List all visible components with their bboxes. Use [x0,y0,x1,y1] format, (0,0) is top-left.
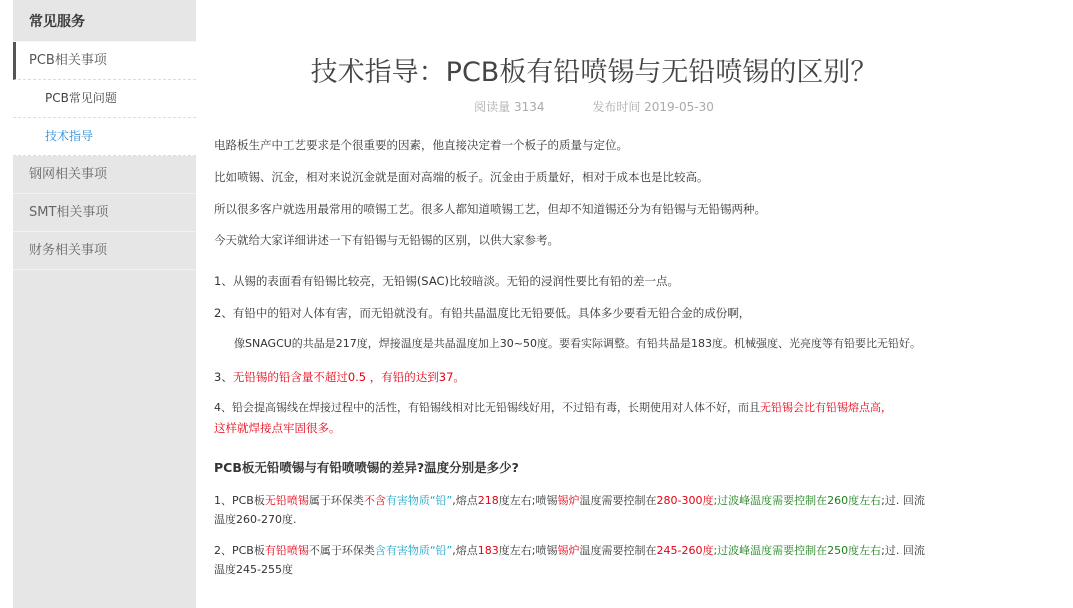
article [214,0,974,576]
spec-text: 属于环保类 [308,494,364,507]
sidebar-item-stencil[interactable]: 钢网相关事项 [13,156,196,194]
spec-red: 280-300度 [656,494,714,507]
point-4-text: 4、铅会提高锡线在焊接过程中的活性，有铅锡线相对比无铅锡线好用，不过铅有毒，长期使用对人体不好，而且 [214,401,760,414]
spec-text: ;过. 回流 [881,544,925,557]
point-3-text: 无铅锡的铅含量不超过0.5 ，有铅的达到37。 [232,370,465,384]
point-4-highlight: 无铅锡会比有铅锡熔点高， [760,401,892,414]
spec-1-line2: 温度260-270度. [214,513,297,526]
sidebar-item-finance[interactable]: 财务相关事项 [13,232,196,270]
point-2: 2、有铅中的铅对人体有害，而无铅就没有。有铅共晶温度比无铅要低。具体多少要看无铅合金的成份啊， [214,306,751,320]
sidebar-item-smt[interactable]: SMT相关事项 [13,194,196,232]
spec-red: 不含 [363,494,386,507]
spec-cyan: 含有害物质“铅” [374,544,453,557]
view-count: 阅读量 3134 [474,100,545,114]
spec-red: 锡炉 [557,494,580,507]
spec-red: 245-260度 [656,544,714,557]
spec-red: 183 [477,544,499,557]
publish-date: 发布时间 2019-05-30 [592,100,714,114]
spec-text: 温度需要控制在 [579,544,657,557]
spec-text: ,熔点 [452,544,478,557]
point-4 [214,400,892,416]
paragraph: 所以很多客户就选用最常用的喷锡工艺。很多人都知道喷锡工艺，但却不知道锡还分为有铅锡与无铅锡两种。 [214,202,766,216]
spec-text: 温度需要控制在 [579,494,657,507]
paragraph: 今天就给大家详细讲述一下有铅锡与无铅锡的区别，以供大家参考。 [214,233,559,247]
spec-red: 有铅喷锡 [264,544,309,557]
spec-green: 250度左右 [827,544,882,557]
paragraph: 比如喷锡、沉金，相对来说沉金就是面对高端的板子。沉金由于质量好，相对于成本也是比较高。 [214,170,709,184]
spec-text: 不属于环保类 [308,544,375,557]
point-4-continued: 这样就焊接点牢固很多。 [214,421,341,435]
point-3-prefix: 3、 [214,370,233,384]
sidebar-heading: 常见服务 [13,4,196,42]
section-heading: PCB板无铅喷锡与有铅喷喷锡的差异?温度分别是多少? [214,460,519,475]
spec-green: 260度左右 [827,494,882,507]
spec-text: 度左右;喷锡 [498,544,558,557]
spec-green: ;过波峰温度需要控制在 [713,544,828,557]
spec-text: ,熔点 [452,494,478,507]
spec-2-line2: 温度245-255度 [214,563,293,576]
sidebar-subitem-tech-guide[interactable]: 技术指导 [13,118,196,156]
spec-text: 度左右;喷锡 [498,494,558,507]
paragraph: 电路板生产中工艺要求是个很重要的因素，他直接决定着一个板子的质量与定位。 [214,138,628,152]
article-title: 技术指导：PCB板有铅喷锡与无铅喷锡的区别？ [310,57,878,88]
point-1: 1、从锡的表面看有铅锡比较亮，无铅锡(SAC)比较暗淡。无铅的浸润性要比有铅的差一点。 [214,274,679,288]
point-3 [214,369,465,385]
spec-red: 锡炉 [557,544,580,557]
article-meta [214,98,974,115]
spec-text: ;过. 回流 [881,494,925,507]
sidebar-item-pcb[interactable]: PCB相关事项 [13,42,196,80]
spec-1 [214,493,925,509]
spec-text: 2、PCB板 [214,544,265,557]
spec-2 [214,543,925,559]
sidebar-subitem-pcb-faq[interactable]: PCB常见问题 [13,80,196,118]
point-2-detail: 像SNAGCU的共晶是217度，焊接温度是共晶温度加上30~50度。要看实际调整。有铅共晶是183度。机械强度、光亮度等有铅要比无铅好。 [234,337,921,350]
spec-green: ;过波峰温度需要控制在 [713,494,828,507]
sidebar [13,0,196,608]
spec-red: 218 [477,494,499,507]
spec-red: 无铅喷锡 [264,494,309,507]
spec-text: 1、PCB板 [214,494,265,507]
spec-cyan: 有害物质“铅” [385,494,453,507]
